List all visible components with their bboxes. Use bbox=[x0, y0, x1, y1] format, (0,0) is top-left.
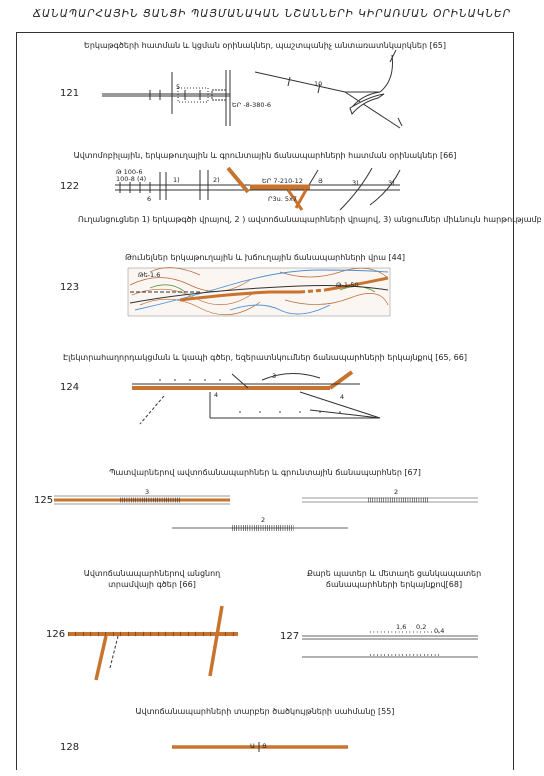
number-126: 126 bbox=[46, 629, 66, 640]
label-127-a: 1,6 bbox=[396, 623, 407, 631]
label-122-t: Թ 100-6 bbox=[116, 168, 143, 176]
caption-126-line1: Ավտոճանապարհներով անցնող bbox=[83, 569, 221, 578]
number-122: 122 bbox=[60, 181, 80, 192]
page-title: ՃԱՆԱՊԱՐՀԱՅԻՆ ՑԱՆՑԻ ՊԱՅՄԱՆԱԿԱՆ ՆՇԱՆՆԵՐԻ ԿԻՐԱՌՄԱՆ ՕՐԻՆԱԿՆԵՐ bbox=[32, 8, 511, 20]
label-127-b: 0,2 bbox=[416, 623, 427, 631]
label-122-size: Ր3ս. 5x7 bbox=[268, 195, 298, 203]
label-128-a: Ա bbox=[250, 742, 255, 750]
caption-122: Ավտոմոբիլային, երկաթուղային և գրունտային ճանապարհների հատման օրինակներ [66] bbox=[73, 151, 457, 160]
number-127: 127 bbox=[280, 631, 300, 642]
label-121-code: ԵՐ -8-380-6 bbox=[232, 101, 272, 109]
label-121-5: 5 bbox=[176, 83, 181, 91]
caption-121: Երկաթգծերի հատման և կցման օրինակներ, պաշտպանիչ անտառատնկարկներ [65] bbox=[83, 41, 447, 50]
caption-126-line2: տրամվայի գծեր [66] bbox=[108, 580, 196, 589]
caption-127-line1: Քարե պատեր և մետաղե ցանկապատեր bbox=[306, 569, 482, 578]
label-123-b: Թ-1-50 bbox=[336, 281, 359, 289]
caption-128: Ավտոճանապարհների տարբեր ծածկույթների սահմանը [55] bbox=[135, 707, 395, 716]
caption-124: Էլեկտրահաղորդակցման և կապի գծեր, եզերատնկումներ ճանապարհների երկայնքով [65, 66] bbox=[63, 353, 467, 362]
note-122: Ուղանցուցներ 1) երկաթգծի վրայով, 2 ) ավտոճանապարհների վրայով, 3) անցումներ միևնույն հարթությամբ bbox=[78, 215, 542, 224]
label-124-4a: 4 bbox=[340, 393, 345, 401]
caption-123: Թունելներ երկաթուղային և խճուղային ճանապարհների վրա [44] bbox=[125, 253, 405, 262]
label-122-6: 6 bbox=[147, 195, 152, 203]
label-123-a: Թե-1.6 bbox=[138, 271, 161, 279]
number-128: 128 bbox=[60, 742, 80, 753]
caption-127-line2: ճանապարհների երկայնքով[68] bbox=[325, 580, 463, 589]
label-124-4b: 4 bbox=[214, 391, 219, 399]
label-125-2a: 2 bbox=[394, 488, 399, 496]
label-127-c: 0,4 bbox=[434, 627, 445, 635]
label-121-10: 10 bbox=[314, 80, 323, 88]
label-122-3b: 3) bbox=[388, 179, 395, 187]
label-128-b: Ց bbox=[262, 742, 267, 750]
number-124: 124 bbox=[60, 382, 80, 393]
number-123: 123 bbox=[60, 282, 80, 293]
number-121: 121 bbox=[60, 88, 80, 99]
caption-125: Պատվարներով ավտոճանապարհներ և գրունտային ճանապարհներ [67] bbox=[109, 468, 421, 477]
label-125-2b: 2 bbox=[261, 516, 266, 524]
label-122-3a: 3) bbox=[352, 179, 359, 187]
number-125: 125 bbox=[34, 495, 54, 506]
label-125-3: 3 bbox=[145, 488, 150, 496]
label-124-3: 3 bbox=[272, 372, 277, 380]
label-122-t2: 100-8 (4) bbox=[116, 175, 147, 183]
label-122-code: ԵՐ 7-210-12 bbox=[262, 177, 303, 185]
label-122-1: 1) bbox=[173, 176, 180, 184]
label-122-y: Յ bbox=[318, 177, 323, 185]
label-122-2: 2) bbox=[213, 176, 220, 184]
